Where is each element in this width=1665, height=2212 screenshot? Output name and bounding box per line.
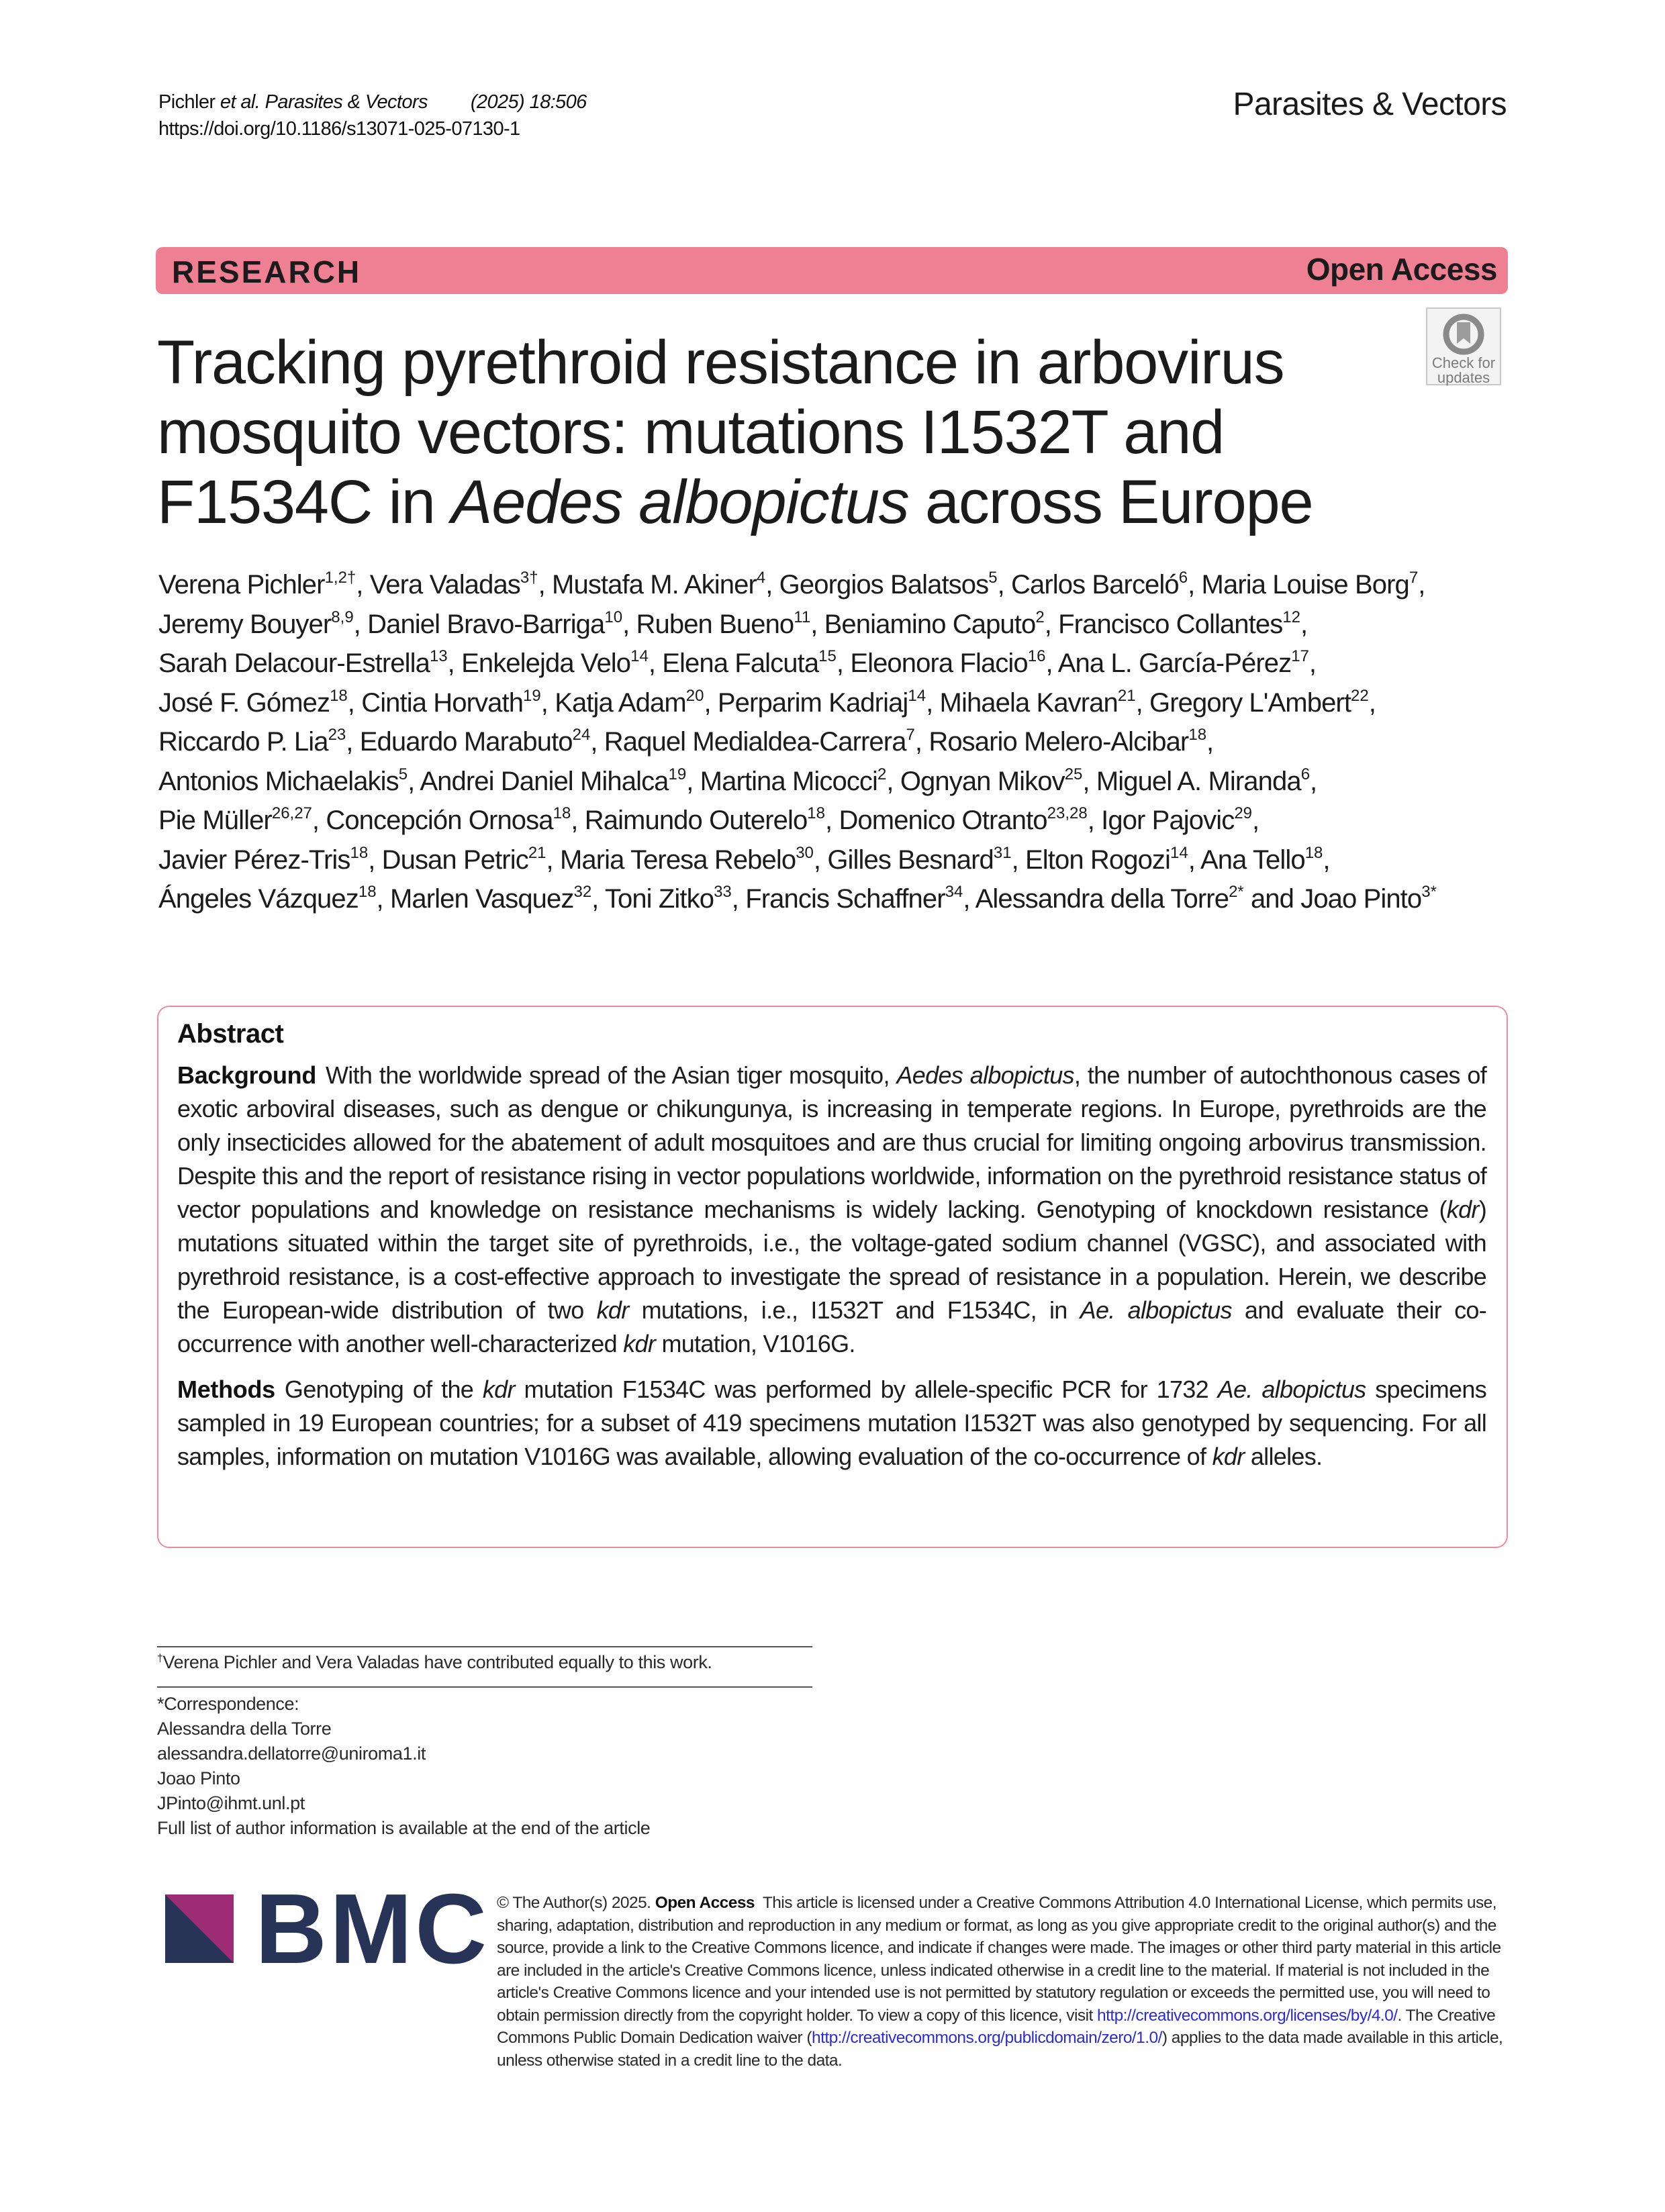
affiliation-mark: 23: [328, 726, 346, 744]
text-segment: mutation, V1016G.: [655, 1330, 855, 1357]
affiliation-mark: 12: [1282, 608, 1300, 626]
text-segment: With the worldwide spread of the Asian tiger mosquito,: [326, 1061, 897, 1089]
author-line: Sarah Delacour-Estrella$^{13}$, Enkelejda Velo$^{14}$, Elena Falcuta$^{15}$, Eleonora Flacio$^{16}$, Ana L. García-Pérez$^{17}$,: [158, 647, 1317, 678]
author-name[interactable]: Igor Pajovic: [1101, 806, 1235, 835]
methods-text: [177, 1376, 1486, 1470]
copyright-text: © The Author(s) 2025.: [497, 1894, 651, 1912]
affiliation-mark: 33: [714, 883, 732, 901]
affiliation-mark: 1,2†: [324, 569, 356, 587]
author-name[interactable]: Enkelejda Velo: [461, 648, 631, 678]
author-name[interactable]: Ognyan Mikov: [900, 766, 1065, 796]
author-info-note: Full list of author information is available at the end of the article: [157, 1818, 651, 1838]
author-name[interactable]: Joao Pinto: [1300, 884, 1422, 914]
text-segment: , the number of autochthonous cases of exotic arboviral diseases, such as dengue or chikungunya, is increasing in temperate regions. In Europe, pyrethroids are the only insecticides allowed for the abatement of adult mosquitoes and are thus crucial for limiting ongoing arbovirus transmission. Despite this and the report of resistance rising in vector populations worldwide, information on the pyrethroid resistance status of vector populations and knowledge on resistance mechanisms is widely lacking. Genotyping of knockdown resistance (: [177, 1061, 1486, 1223]
affiliation-mark: 17: [1291, 647, 1309, 665]
affiliation-mark: 14: [908, 686, 926, 705]
contact-email-1[interactable]: alessandra.dellatorre@uniroma1.it: [157, 1743, 426, 1764]
text-segment: alleles.: [1244, 1443, 1323, 1470]
italic-term: kdr: [1212, 1443, 1245, 1470]
check-for-updates-line1: Check for: [1431, 354, 1496, 371]
affiliation-mark: 18: [1304, 843, 1323, 862]
author-name[interactable]: José F. Gómez: [158, 687, 330, 718]
author-name[interactable]: Mihaela Kavran: [939, 687, 1118, 718]
background-label: Background: [177, 1061, 317, 1089]
author-name[interactable]: Raquel Medialdea-Carrera: [604, 727, 906, 757]
text-segment: and evaluate their co-occurrence with another well-characterized: [177, 1296, 1487, 1357]
author-line: Jeremy Bouyer$^{8,9}$, Daniel Bravo-Barriga$^{10}$, Ruben Bueno$^{11}$, Beniamino Caputo$^2$, Francisco Collantes$^{12}$,: [158, 608, 1308, 639]
author-name[interactable]: Georgios Balatsos: [779, 570, 989, 599]
author-name[interactable]: Riccardo P. Lia: [158, 727, 328, 757]
affiliation-mark: 13: [429, 647, 448, 665]
affiliation-mark: 18: [807, 804, 825, 822]
check-for-updates-line2: updates: [1437, 369, 1490, 386]
contact-email-2[interactable]: JPinto@ihmt.unl.pt: [157, 1793, 305, 1813]
author-name[interactable]: Andrei Daniel Mihalca: [420, 766, 669, 796]
affiliation-mark: 18: [1188, 726, 1207, 744]
text-segment: ) mutations situated within the target site of pyrethroids, i.e., the voltage-gated sodium channel (VGSC), and associated with pyrethroid resistance, is a cost-effective approach to investigate the spread of resistance in a population. Herein, we describe the European-wide distribution of two: [177, 1196, 1486, 1324]
author-name[interactable]: Domenico Otranto: [839, 806, 1047, 835]
author-name[interactable]: Sarah Delacour-Estrella: [158, 648, 430, 678]
author-name[interactable]: Marlen Vasquez: [389, 884, 574, 914]
author-line: José F. Gómez$^{18}$, Cintia Horvath$^{19}$, Katja Adam$^{20}$, Perparim Kadriaj$^{14}$, Mihaela Kavran$^{21}$, Gregory L'Ambert$^{22}$,: [158, 686, 1376, 718]
affiliation-mark: 14: [1170, 843, 1188, 862]
author-name[interactable]: Rosario Melero-Alcibar: [929, 727, 1189, 757]
affiliation-mark: 3†: [520, 569, 538, 587]
affiliation-mark: 20: [685, 686, 704, 705]
affiliation-mark: 4: [756, 569, 766, 587]
author-name[interactable]: Vera Valadas: [369, 570, 520, 599]
italic-term: Ae. albopictus: [1217, 1376, 1366, 1403]
article-title: [157, 328, 1419, 537]
affiliation-mark: 18: [330, 686, 348, 705]
article-type-banner: [156, 247, 1508, 294]
license-open-access-label: Open Access: [655, 1894, 755, 1912]
italic-term: kdr: [596, 1296, 629, 1324]
affiliation-mark: 30: [796, 843, 814, 862]
italic-term: kdr: [1446, 1196, 1479, 1223]
license-text-1: This article is licensed under a Creative Commons Attribution 4.0 International License, which permits use, sharing, adaptation, distribution and reproduction in any medium or format, as long as you give appropriate credit to the original author(s) and the source, provide a link to the Creative Commons licence, and indicate if changes were made. The images or other third party material in this article are included in the article's Creative Commons licence, unless indicated otherwise in a credit line to the material. If material is not included in the article's Creative Commons licence and your intended use is not permitted by statutory regulation or exceeds the permitted use, you will need to obtain permission directly from the copyright holder. To view a copy of this licence, visit: [497, 1894, 1501, 2025]
affiliation-mark: 10: [604, 608, 623, 626]
author-line: Riccardo P. Lia$^{23}$, Eduardo Marabuto$^{24}$, Raquel Medialdea-Carrera$^7$, Rosario Melero-Alcibar$^{18}$,: [158, 726, 1214, 757]
affiliation-mark: 23,28: [1047, 804, 1088, 822]
author-name[interactable]: Elton Rogozi: [1025, 845, 1171, 875]
author-name[interactable]: Alessandra della Torre: [975, 884, 1229, 914]
affiliation-mark: 18: [358, 883, 377, 901]
author-name[interactable]: Martina Micocci: [700, 766, 878, 796]
author-name[interactable]: Eleonora Flacio: [850, 648, 1028, 678]
affiliation-mark: 19: [668, 765, 687, 783]
author-name[interactable]: Maria Teresa Rebelo: [559, 845, 796, 875]
title-part-2: across Europe: [908, 468, 1313, 536]
affiliation-mark: 31: [993, 843, 1012, 862]
affiliation-mark: 11: [794, 608, 811, 626]
running-header-citation: [158, 89, 587, 142]
affiliation-mark: 34: [945, 883, 963, 901]
author-line: Javier Pérez-Tris$^{18}$, Dusan Petric$^{21}$, Maria Teresa Rebelo$^{30}$, Gilles Besnard$^{31}$, Elton Rogozi$^{14}$, Ana Tello$^{18}$,: [158, 843, 1330, 875]
author-line: Pie Müller$^{26,27}$, Concepción Ornosa$^{18}$, Raimundo Outerelo$^{18}$, Domenico Otranto$^{23,28}$, Igor Pajovic$^{29}$,: [158, 804, 1259, 835]
background-text: [177, 1061, 1486, 1357]
affiliation-mark: 5: [988, 569, 998, 587]
author-name[interactable]: Maria Louise Borg: [1201, 570, 1409, 599]
affiliation-mark: 19: [523, 686, 541, 705]
bmc-logo-text: BMC: [255, 1874, 490, 1984]
text-segment: specimens sampled in 19 European countries; for a subset of 419 specimens mutation I1532T was also genotyped by sequencing. For all samples, information on mutation V1016G was available, allowing evaluation of the co-occurrence of: [177, 1376, 1486, 1470]
correspondence-label: *Correspondence:: [157, 1694, 299, 1714]
cc-zero-waiver-link[interactable]: http://creativecommons.org/publicdomain/zero/1.0/: [812, 2029, 1162, 2047]
text-segment: mutations, i.e., I1532T and F1534C, in: [628, 1296, 1080, 1324]
abstract-methods: [177, 1373, 1486, 1474]
author-name[interactable]: Antonios Michaelakis: [158, 766, 399, 796]
author-name[interactable]: Concepción Ornosa: [326, 806, 553, 835]
affiliation-mark: 24: [572, 726, 591, 744]
affiliation-mark: 18: [350, 843, 369, 862]
author-name[interactable]: Gregory L'Ambert: [1149, 687, 1351, 718]
correspondence-block: [157, 1692, 650, 1841]
affiliation-mark: 6: [1300, 765, 1311, 783]
affiliation-mark: 14: [630, 647, 649, 665]
italic-term: Aedes albopictus: [896, 1061, 1074, 1089]
author-name[interactable]: Francisco Collantes: [1058, 609, 1283, 639]
italic-term: Ae. albopictus: [1080, 1296, 1232, 1324]
author-name[interactable]: Javier Pérez-Tris: [158, 845, 350, 875]
affiliation-mark: 16: [1027, 647, 1046, 665]
license-text-2: . The Creative Commons Public Domain Dedication waiver (: [497, 2006, 1496, 2047]
bmc-logo-square-icon: [165, 1894, 234, 1963]
author-name[interactable]: Toni Zitko: [604, 884, 714, 914]
abstract-heading: Abstract: [177, 1019, 284, 1049]
check-for-updates-badge[interactable]: [1426, 307, 1501, 385]
footnote-divider-bottom: [157, 1686, 812, 1688]
affiliation-mark: 2*: [1229, 883, 1244, 901]
author-line: Antonios Michaelakis$^5$, Andrei Daniel Mihalca$^{19}$, Martina Micocci$^2$, Ognyan Mikov$^{25}$, Miguel A. Miranda$^6$,: [158, 765, 1317, 796]
contact-name-2: Joao Pinto: [157, 1768, 240, 1788]
title-part-1: Tracking pyrethroid resistance in arbovirus mosquito vectors: mutations I1532T and F1534C in: [157, 328, 1284, 536]
author-name[interactable]: Jeremy Bouyer: [158, 609, 332, 639]
author-name[interactable]: Perparim Kadriaj: [717, 687, 908, 718]
text-segment: mutation F1534C was performed by allele-specific PCR for 1732: [514, 1376, 1218, 1403]
author-name[interactable]: Ángeles Vázquez: [158, 884, 359, 914]
italic-term: kdr: [482, 1376, 515, 1403]
author-line: Ángeles Vázquez$^{18}$, Marlen Vasquez$^{32}$, Toni Zitko$^{33}$, Francis Schaffner$^{34}$, Alessandra della Torre$^{2*}$ and Joao Pinto$^{3*}$: [158, 883, 1437, 914]
affiliation-mark: 25: [1064, 765, 1083, 783]
author-list: [158, 565, 1508, 919]
author-name[interactable]: Ana Tello: [1200, 845, 1305, 875]
author-name[interactable]: Pie Müller: [158, 806, 272, 835]
citation-journal: Parasites & Vectors: [265, 91, 428, 113]
affiliation-mark: 15: [818, 647, 837, 665]
dagger-mark: †: [157, 1653, 163, 1664]
license-text-3: ) applies to the data made available in this article, unless otherwise stated in a credit line to the data.: [497, 2029, 1503, 2070]
affiliation-mark: 29: [1234, 804, 1253, 822]
affiliation-mark: 2: [877, 765, 887, 783]
citation-volume: (2025) 18:506: [470, 91, 587, 113]
abstract-background: [177, 1059, 1486, 1361]
affiliation-mark: 32: [573, 883, 592, 901]
affiliation-mark: 18: [553, 804, 571, 822]
author-name[interactable]: Verena Pichler: [158, 570, 325, 599]
license-statement: [497, 1892, 1504, 2072]
citation-author: Pichler: [158, 91, 216, 113]
author-name[interactable]: Gilles Besnard: [827, 845, 994, 875]
title-species: Aedes albopictus: [451, 468, 909, 536]
equal-contribution-text: Verena Pichler and Vera Valadas have contributed equally to this work.: [162, 1652, 712, 1672]
doi-link[interactable]: https://doi.org/10.1186/s13071-025-07130-1: [158, 118, 520, 140]
cc-by-license-link[interactable]: http://creativecommons.org/licenses/by/4.0/: [1097, 2006, 1398, 2025]
author-name[interactable]: Eduardo Marabuto: [359, 727, 573, 757]
citation-etal: et al.: [220, 91, 260, 113]
article-type-label: RESEARCH: [172, 254, 362, 289]
text-segment: Genotyping of the: [284, 1376, 483, 1403]
affiliation-mark: 7: [1409, 569, 1419, 587]
affiliation-mark: 8,9: [331, 608, 354, 626]
author-name[interactable]: Daniel Bravo-Barriga: [367, 609, 605, 639]
author-name[interactable]: Cintia Horvath: [361, 687, 524, 718]
italic-term: kdr: [623, 1330, 656, 1357]
author-name[interactable]: Beniamino Caputo: [824, 609, 1036, 639]
journal-name: Parasites & Vectors: [1233, 87, 1507, 122]
author-name[interactable]: Elena Falcuta: [662, 648, 819, 678]
equal-contribution-note: [157, 1650, 712, 1675]
affiliation-mark: 21: [528, 843, 546, 862]
author-name[interactable]: Carlos Barceló: [1011, 570, 1179, 599]
author-name[interactable]: Ana L. García-Pérez: [1057, 648, 1292, 678]
contact-name-1: Alessandra della Torre: [157, 1719, 332, 1739]
author-name[interactable]: Francis Schaffner: [745, 884, 945, 914]
author-name[interactable]: Katja Adam: [555, 687, 686, 718]
author-name[interactable]: Mustafa M. Akiner: [552, 570, 757, 599]
affiliation-mark: 26,27: [271, 804, 312, 822]
author-name[interactable]: Miguel A. Miranda: [1096, 766, 1301, 796]
open-access-label: Open Access: [1306, 252, 1497, 287]
bookmark-ring-icon: [1442, 313, 1485, 356]
affiliation-mark: 6: [1178, 569, 1188, 587]
affiliation-mark: 3*: [1421, 883, 1437, 901]
footnote-divider-top: [157, 1646, 812, 1647]
author-name[interactable]: Raimundo Outerelo: [584, 806, 808, 835]
affiliation-mark: 22: [1351, 686, 1369, 705]
abstract-box: [157, 1006, 1508, 1548]
affiliation-mark: 21: [1117, 686, 1136, 705]
affiliation-mark: 5: [398, 765, 408, 783]
author-name[interactable]: Ruben Bueno: [636, 609, 794, 639]
affiliation-mark: 2: [1035, 608, 1045, 626]
methods-label: Methods: [177, 1376, 275, 1403]
author-name[interactable]: Dusan Petric: [381, 845, 528, 875]
author-line: Verena Pichler$^{1,2\dagger}$, Vera Valadas$^{3\dagger}$, Mustafa M. Akiner$^4$, Georgios Balatsos$^5$, Carlos Barceló$^6$, Maria Louise Borg$^7$,: [158, 569, 1425, 599]
affiliation-mark: 7: [906, 726, 915, 744]
